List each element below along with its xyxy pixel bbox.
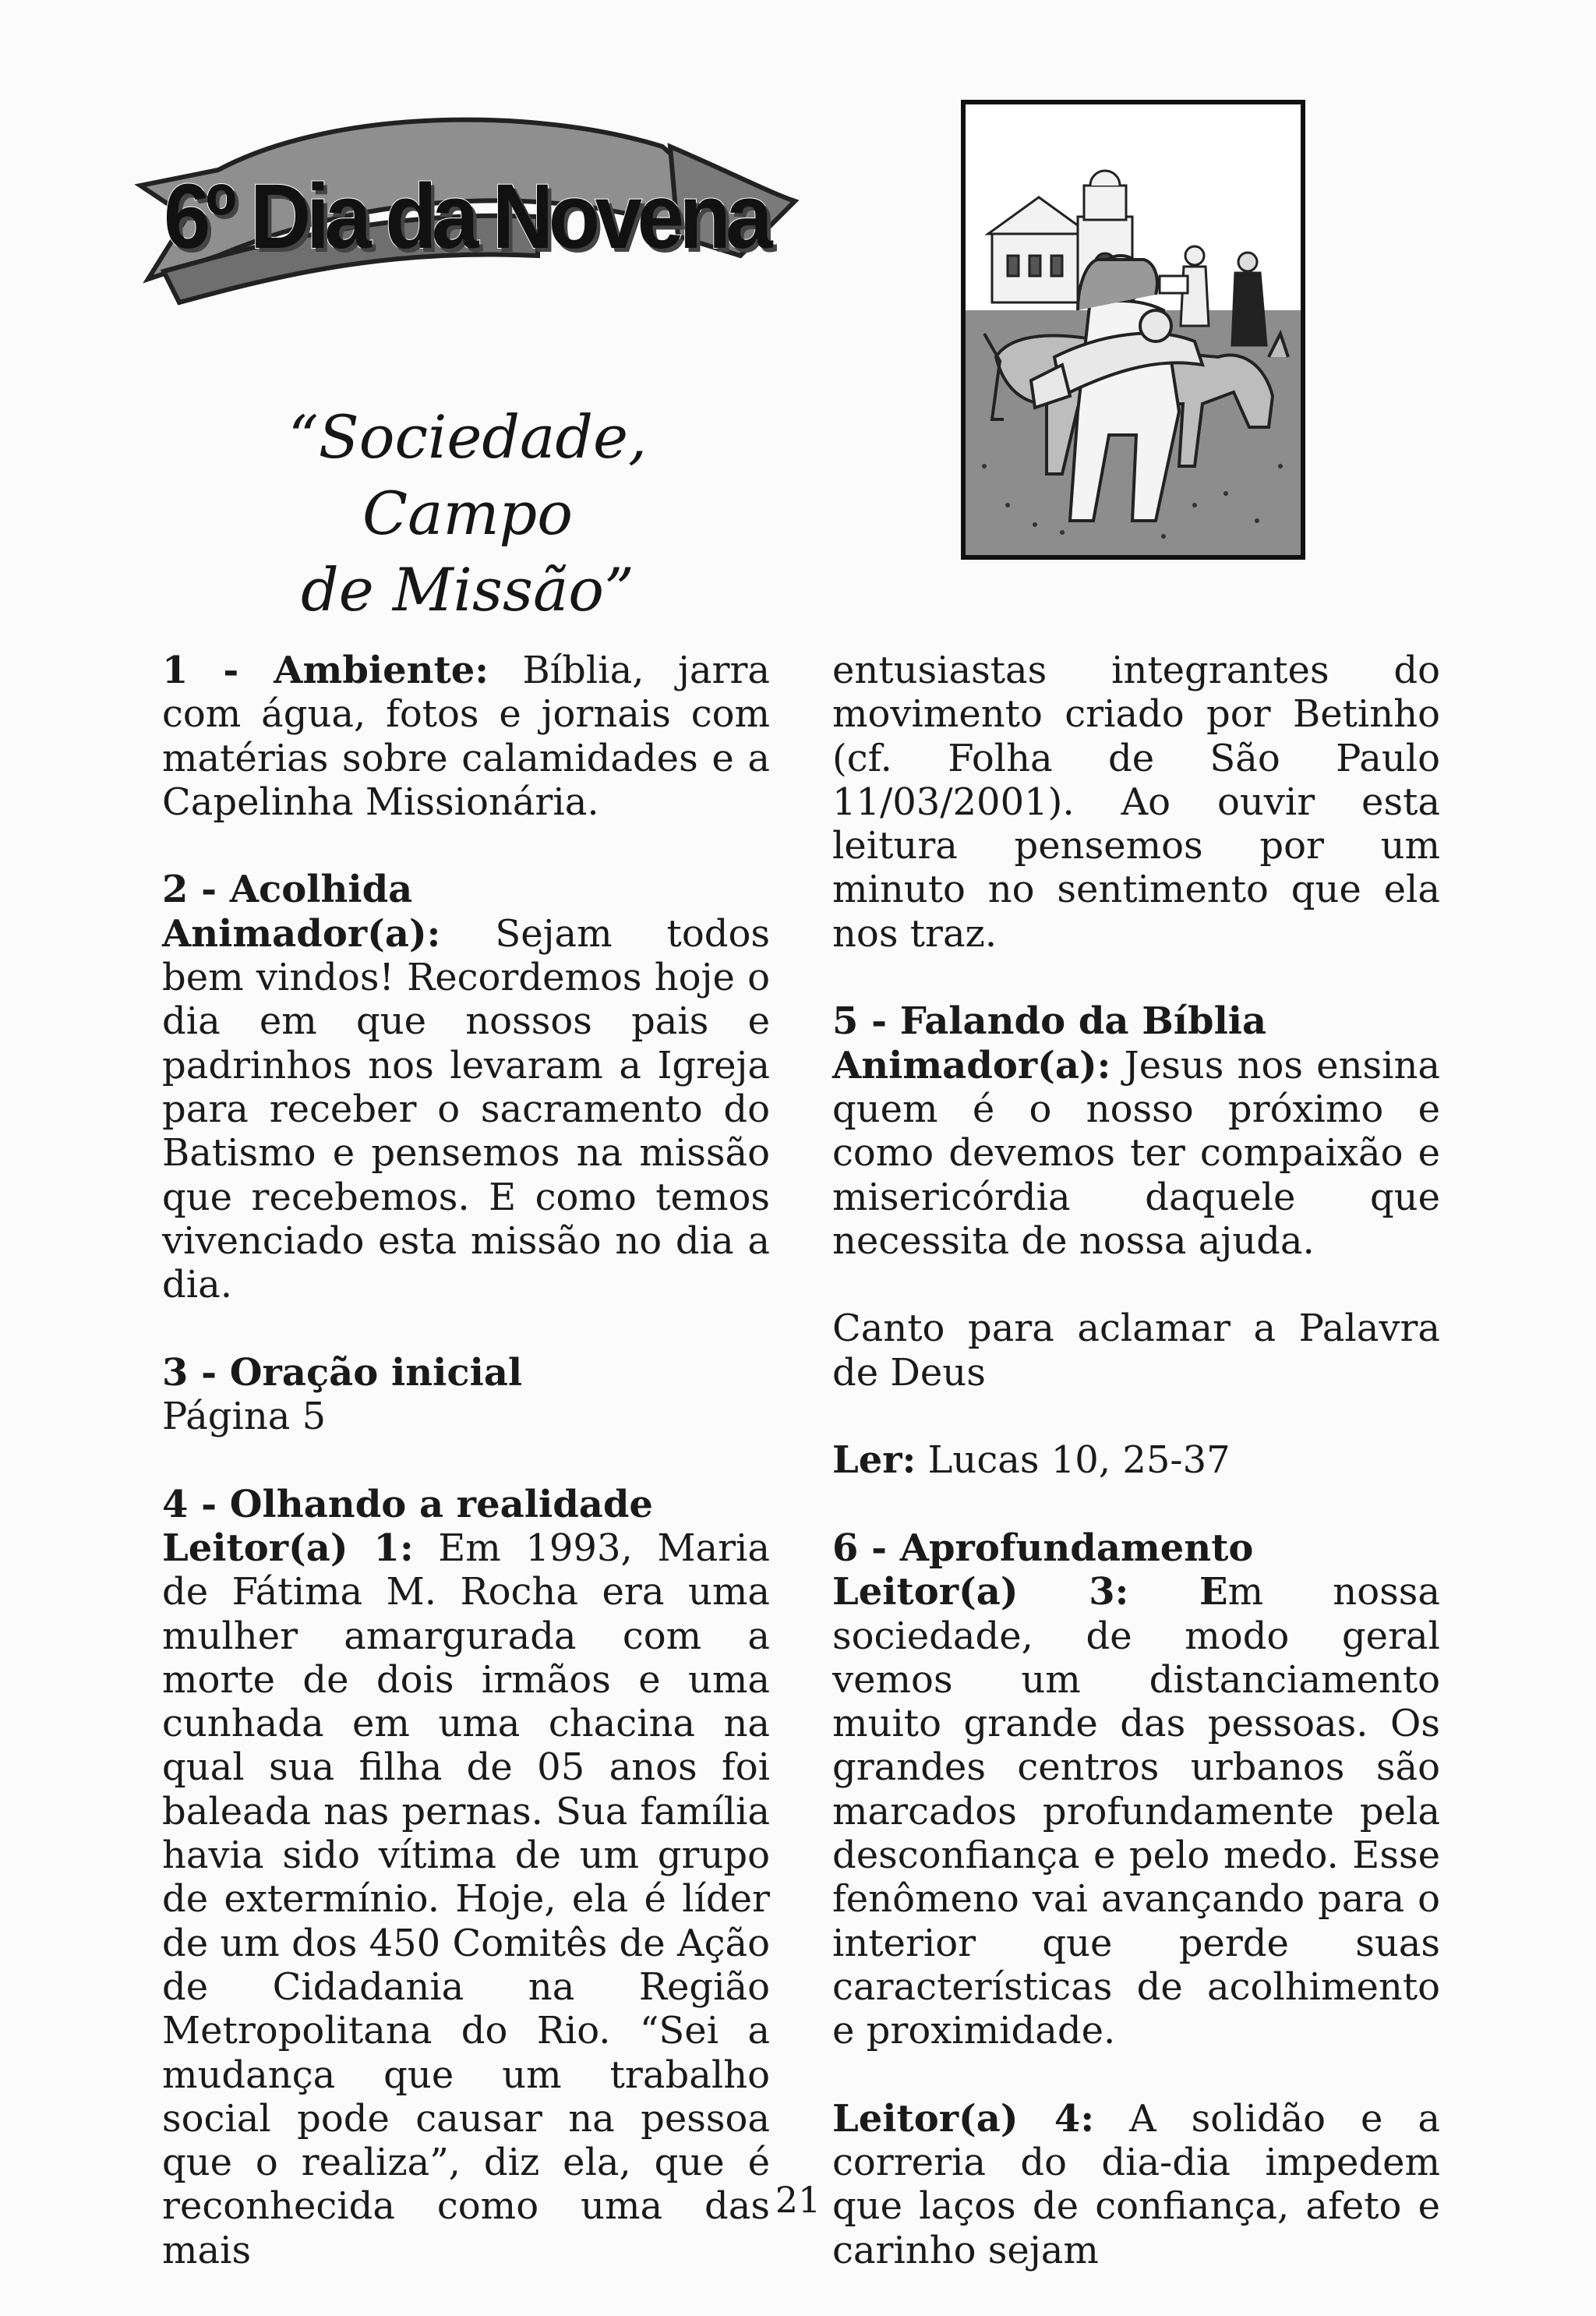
section-heading: 4 - Olhando a realidade bbox=[162, 1482, 653, 1526]
section-text: Em 1993, Maria de Fátima M. Rocha era uma mulher amargurada com a morte de dois irmãos e uma cunhada em uma chacina na qual sua filha de 05 anos foi baleada nas pernas. Sua família havia sido vítima de um grupo de extermínio. Hoje, ela é líder de um dos 450 Comitês de Ação de Cidadania na Região Metropolitana do Rio. “Sei a mudança que um trabalho social pode causar na pessoa que o realiza”, diz ela, que é reconhecida como uma das mais bbox=[162, 1526, 770, 2272]
section-subtitle bbox=[179, 399, 756, 628]
good-samaritan-illustration bbox=[961, 100, 1305, 560]
section-olhando-realidade bbox=[162, 1483, 770, 2272]
section-acolhida bbox=[162, 868, 770, 1307]
section-label: 1 - Ambiente: bbox=[162, 649, 489, 692]
section-label: Ler: bbox=[832, 1438, 916, 1483]
subtitle-line-2: de Missão” bbox=[301, 555, 634, 624]
section-ler bbox=[832, 1438, 1440, 1482]
section-text: Bíblia, jarra com água, fotos e jornais com matérias sobre calamidades e a Capelinha Missionária. bbox=[162, 649, 771, 824]
section-text: Jesus nos ensina quem é o nosso próximo e como devemos ter compaixão e misericórdia daquele que necessita de nossa ajuda. bbox=[832, 1043, 1440, 1263]
section-heading: 3 - Oração inicial bbox=[162, 1350, 523, 1395]
section-oracao-inicial bbox=[162, 1351, 770, 1439]
section-heading: 5 - Falando da Bíblia bbox=[832, 999, 1267, 1044]
section-label: Animador(a): bbox=[832, 1043, 1111, 1087]
section-label: Leitor(a) 4: bbox=[832, 2096, 1095, 2141]
section-text: entusiastas integrantes do movimento criado por Betinho (cf. Folha de São Paulo 11/03/2001). Ao ouvir esta leitura pensemos por um minuto no sentimento que ela nos traz. bbox=[832, 649, 1440, 956]
section-ambiente bbox=[162, 649, 770, 824]
page-title: 6º Dia da Novena bbox=[164, 165, 768, 268]
section-text: Sejam todos bem vindos! Recordemos hoje o dia em que nossos pais e padrinhos nos levaram a Igreja para receber o sacramento do Batismo e pensemos na missão que recebemos. E como temos vivenciado esta missão no dia a dia. bbox=[162, 911, 770, 1307]
subtitle-line-1: “Sociedade, Campo bbox=[288, 402, 648, 548]
section-text: Página 5 bbox=[162, 1395, 327, 1439]
section-aprofundamento bbox=[832, 1526, 1440, 2053]
section-label: Animador(a): bbox=[162, 911, 441, 956]
section-text: m nossa sociedade, de modo geral vemos um distanciamento muito grande das pessoas. Os grandes centros urbanos são marcados profundamente pela desconfiança e pelo medo. Esse fenômeno vai avançando para o interior que perde suas características de acolhimento e proximidade. bbox=[832, 1570, 1441, 2053]
section-canto bbox=[832, 1307, 1440, 1395]
section-text: Lucas 10, 25-37 bbox=[916, 1438, 1231, 1483]
section-heading: 2 - Acolhida bbox=[162, 868, 413, 912]
section-label: Leitor(a) 1: bbox=[162, 1526, 414, 1570]
section-label: Leitor(a) 3: E bbox=[832, 1570, 1228, 1614]
page-number: 21 bbox=[775, 2179, 821, 2221]
right-column bbox=[832, 649, 1440, 2316]
section-text: Canto para aclamar a Palavra de Deus bbox=[832, 1307, 1440, 1395]
section-falando-biblia bbox=[832, 999, 1440, 1263]
left-column bbox=[162, 649, 770, 2316]
section-heading: 6 - Aprofundamento bbox=[832, 1526, 1254, 1570]
section-olhando-realidade-cont bbox=[832, 649, 1440, 956]
section-text: A solidão e a correria do dia-dia impedem que laços de confiança, afeto e carinho sejam bbox=[832, 2096, 1440, 2272]
